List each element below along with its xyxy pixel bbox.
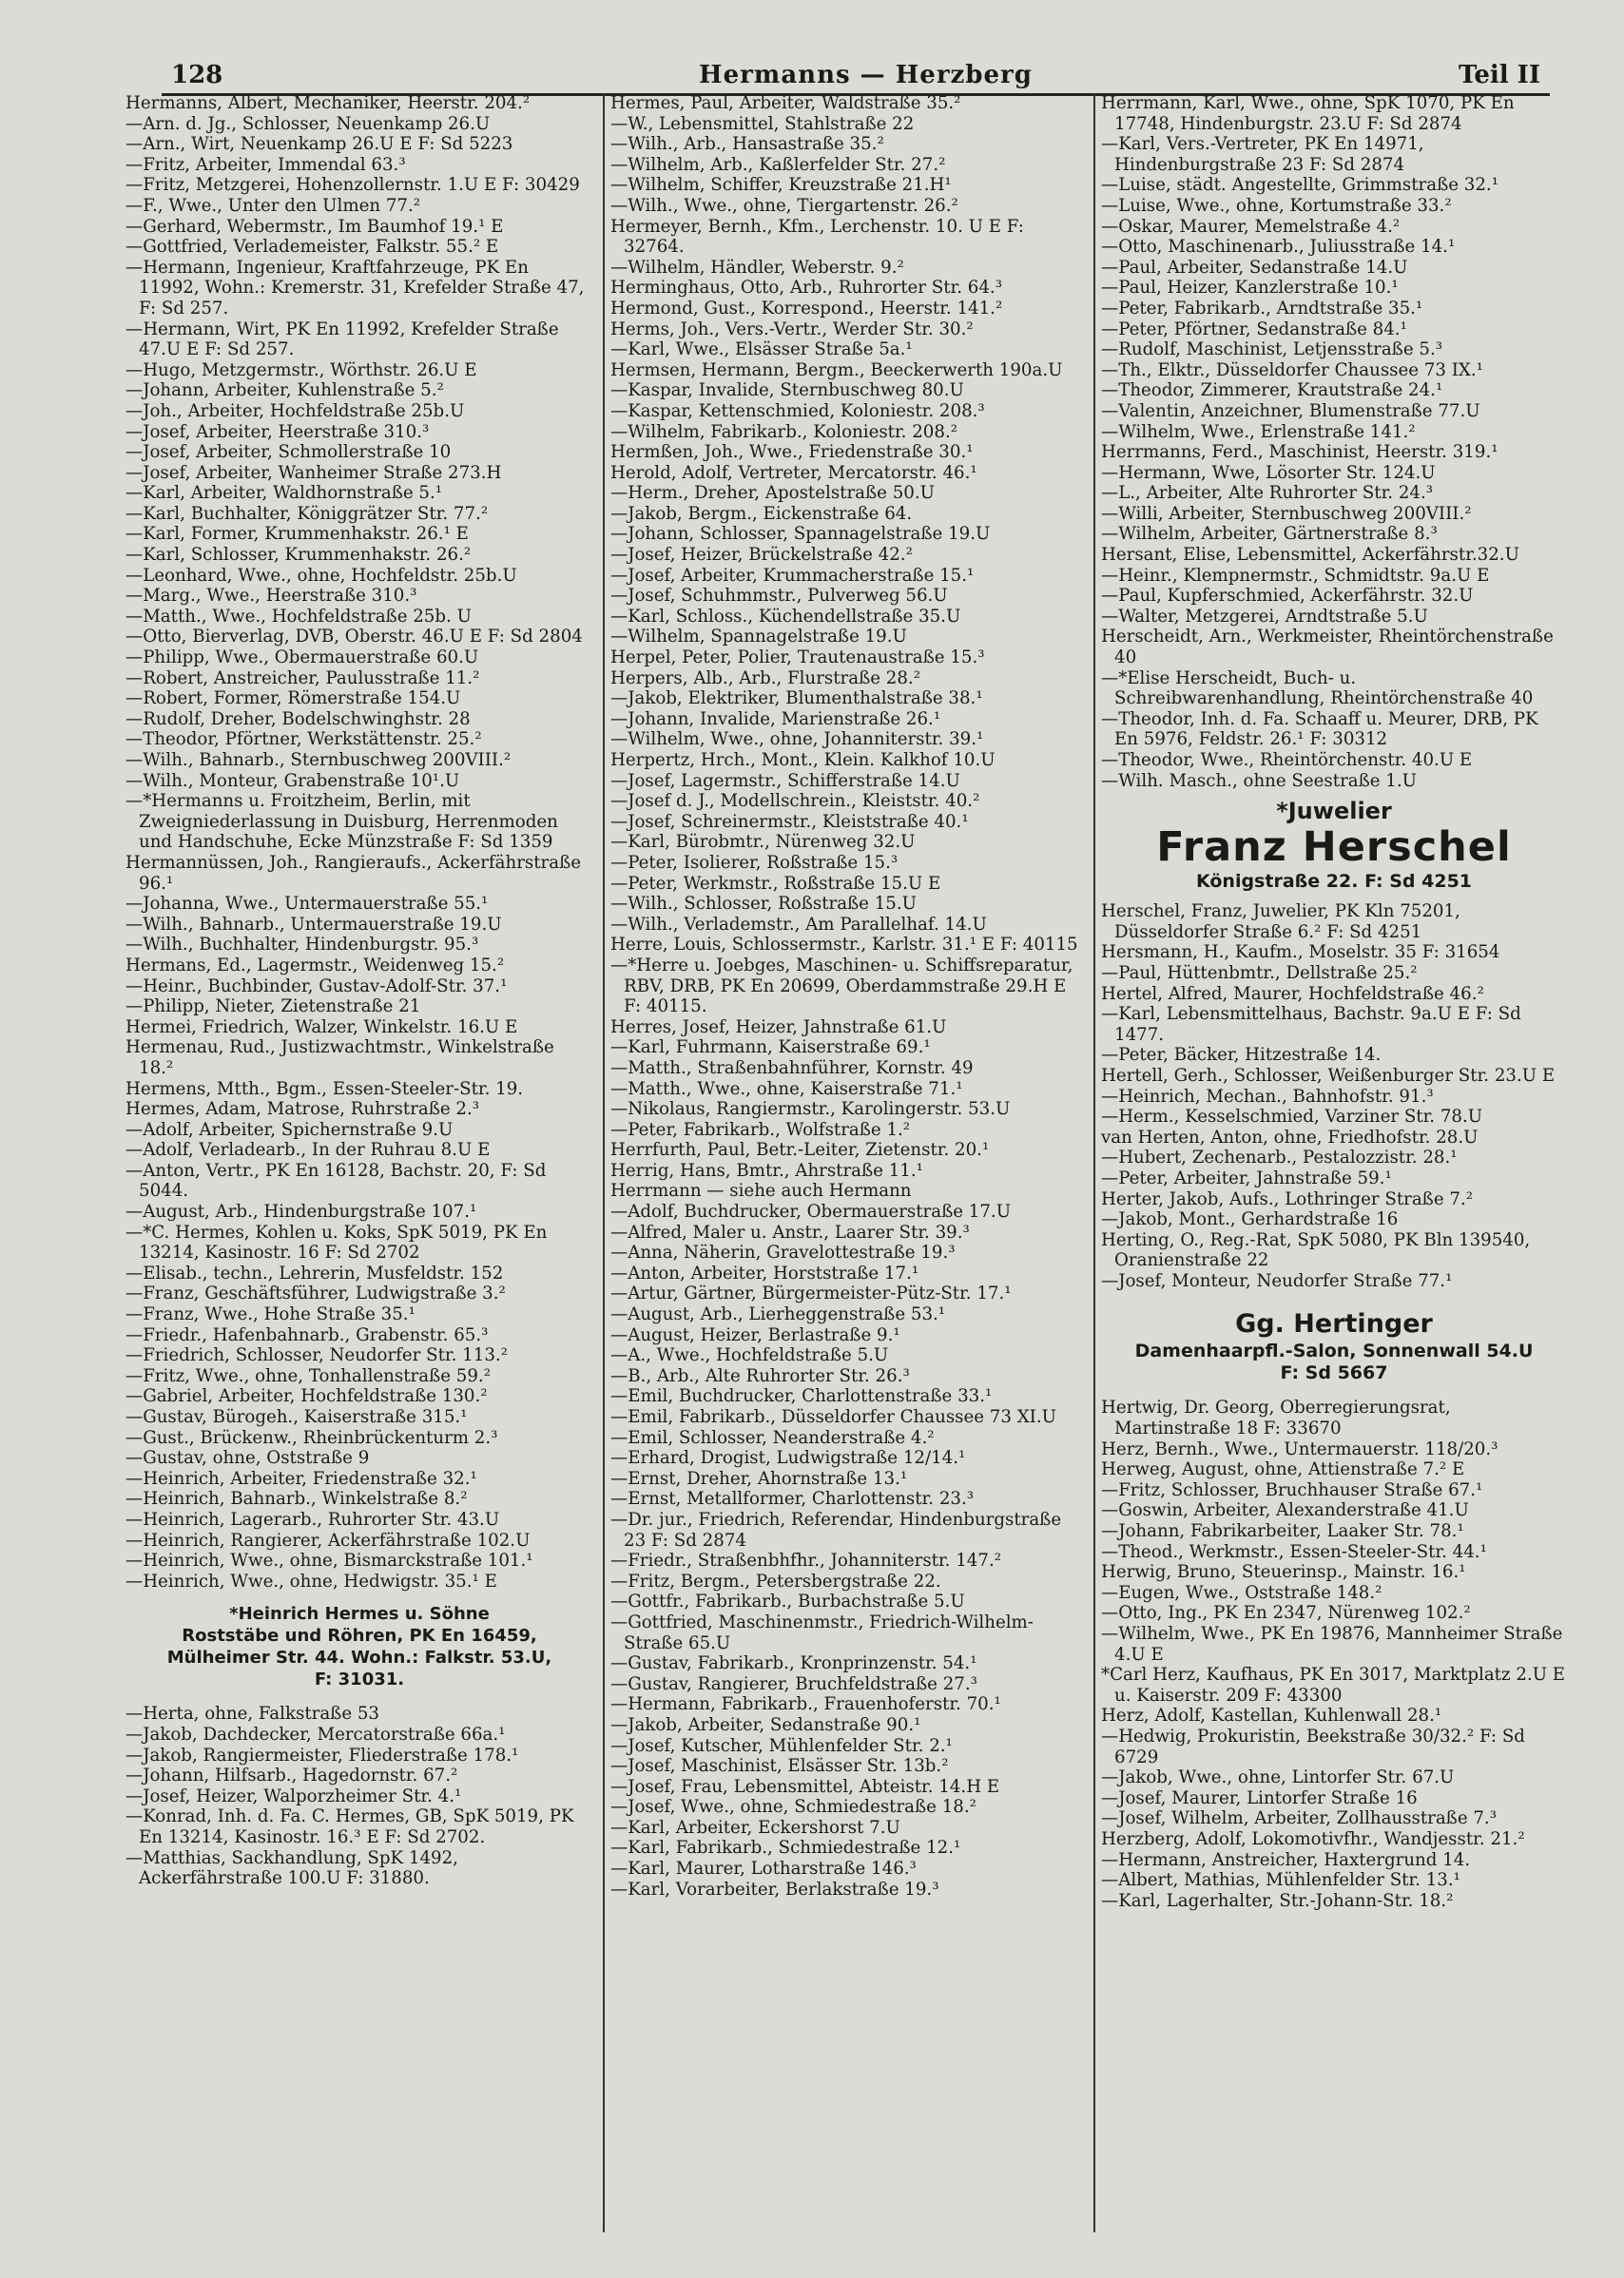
- directory-entry: —*Elise Herscheidt, Buch- u. Schreibwarenhandlung, Rheintörchenstraße 40: [1101, 667, 1534, 709]
- directory-entry: Herres, Josef, Heizer, Jahnstraße 61.U: [610, 1016, 947, 1037]
- directory-entry: —Oskar, Maurer, Memelstraße 4.²: [1101, 216, 1401, 237]
- directory-entry: —Wilhelm, Schiffer, Kreuzstraße 21.H¹: [610, 175, 952, 196]
- directory-entry: —Karl, Arbeiter, Eckershorst 7.U: [610, 1817, 900, 1838]
- directory-entry: —Adolf, Arbeiter, Spichernstraße 9.U: [126, 1119, 454, 1140]
- column-divider: [603, 93, 605, 2232]
- directory-entry: —Robert, Anstreicher, Paulusstraße 11.²: [126, 667, 480, 688]
- directory-entry: Hermeyer, Bernh., Kfm., Lerchenstr. 10. U E F: 32764.: [610, 216, 1024, 258]
- directory-entry: —Johann, Fabrikarbeiter, Laaker Str. 78.¹: [1101, 1521, 1464, 1542]
- directory-entry: —Josef, Arbeiter, Krummacherstraße 15.¹: [610, 565, 975, 586]
- directory-entry: Herre, Louis, Schlossermstr., Karlstr. 31.¹ E F: 40115: [610, 935, 1078, 956]
- directory-entry: —Gottfried, Maschinenmstr., Friedrich-Wilhelm-Straße 65.U: [610, 1612, 1034, 1653]
- directory-entry: *Carl Herz, Kaufhaus, PK En 3017, Marktplatz 2.U E u. Kaiserstr. 209 F: 43300: [1101, 1665, 1566, 1706]
- directory-entry: —Jakob, Arbeiter, Sedanstraße 90.¹: [610, 1714, 921, 1735]
- directory-entry: —Dr. jur., Friedrich, Referendar, Hindenburgstraße 23 F: Sd 2874: [610, 1509, 1062, 1551]
- directory-entry: —Artur, Gärtner, Bürgermeister-Pütz-Str. 17.¹: [610, 1284, 1012, 1304]
- directory-entry: —Alfred, Maler u. Anstr., Laarer Str. 39.³: [610, 1222, 970, 1243]
- directory-entry: —B., Arb., Alte Ruhrorter Str. 26.³: [610, 1365, 910, 1386]
- directory-entry: —Josef, Frau, Lebensmittel, Abteistr. 14.H E: [610, 1776, 1000, 1797]
- directory-entry: —Fritz, Wwe., ohne, Tonhallenstraße 59.²: [126, 1365, 491, 1386]
- part-label: Teil II: [1458, 61, 1540, 89]
- directory-entry: —August, Arb., Hindenburgstraße 107.¹: [126, 1202, 477, 1223]
- directory-entry: —Fritz, Arbeiter, Immendal 63.³: [126, 154, 406, 175]
- directory-entry: Herrfurth, Paul, Betr.-Leiter, Zietenstr. 20.¹: [610, 1140, 990, 1161]
- directory-entry: —Gustav, ohne, Oststraße 9: [126, 1448, 370, 1469]
- advertisement-juwelier: [1101, 797, 1567, 894]
- column-divider: [1093, 93, 1095, 2232]
- directory-entry: —Arn. d. Jg., Schlosser, Neuenkamp 26.U: [126, 113, 491, 134]
- directory-entry: —Josef, Heizer, Walporzheimer Str. 4.¹: [126, 1786, 462, 1806]
- directory-entry: —Philipp, Wwe., Obermauerstraße 60.U: [126, 647, 479, 668]
- directory-entry: —Peter, Fabrikarb., Wolfstraße 1.²: [610, 1119, 911, 1140]
- ad-line: Mülheimer Str. 44. Wohn.: Falkstr. 53.U,: [166, 1648, 552, 1669]
- directory-entry: —Franz, Geschäftsführer, Ludwigstraße 3.²: [126, 1284, 506, 1304]
- directory-entry: —Hermann, Fabrikarb., Frauenhoferstr. 70.¹: [610, 1694, 1001, 1715]
- directory-entry: —Heinrich, Rangierer, Ackerfährstraße 102.U: [126, 1530, 531, 1551]
- directory-entry: Herrmanns, Ferd., Maschinist, Heerstr. 319.¹: [1101, 442, 1498, 463]
- directory-entry: —Wilh., Bahnarb., Untermauerstraße 19.U: [126, 914, 502, 935]
- directory-entry: —Leonhard, Wwe., ohne, Hochfeldstr. 25b.U: [126, 565, 517, 586]
- directory-entry: —Josef, Lagermstr., Schifferstraße 14.U: [610, 770, 960, 791]
- directory-entry: —Kaspar, Kettenschmied, Koloniestr. 208.³: [610, 400, 985, 421]
- directory-entry: —Wilh., Buchhalter, Hindenburgstr. 95.³: [126, 935, 479, 956]
- directory-entry: —Luise, städt. Angestellte, Grimmstraße 32.¹: [1101, 175, 1499, 196]
- directory-entry: —Hermann, Wwe, Lösorter Str. 124.U: [1101, 462, 1436, 483]
- directory-entry: —Wilhelm, Wwe., ohne, Johanniterstr. 39.¹: [610, 729, 984, 750]
- directory-entry: —Karl, Bürobmtr., Nürenweg 32.U: [610, 832, 916, 853]
- directory-entry: Herpel, Peter, Polier, Trautenaustraße 15.³: [610, 647, 985, 668]
- directory-entry: Hertell, Gerh., Schlosser, Weißenburger Str. 23.U E: [1101, 1065, 1556, 1086]
- directory-entry: —Gabriel, Arbeiter, Hochfeldstraße 130.²: [126, 1386, 488, 1407]
- directory-entry: —Emil, Schlosser, Neanderstraße 4.²: [610, 1427, 935, 1448]
- directory-entry: —Fritz, Schlosser, Bruchhauser Straße 67.¹: [1101, 1479, 1483, 1500]
- directory-entry: Hermßen, Joh., Wwe., Friedenstraße 30.¹: [610, 442, 974, 463]
- directory-entry: —Heinrich, Bahnarb., Winkelstraße 8.²: [126, 1489, 468, 1510]
- directory-entry: —Wilhelm, Spannagelstraße 19.U: [610, 627, 907, 647]
- directory-entry: —Theodor, Zimmerer, Krautstraße 24.¹: [1101, 380, 1443, 401]
- directory-entry: —Ernst, Metallformer, Charlottenstr. 23.³: [610, 1489, 975, 1510]
- directory-entry: —W., Lebensmittel, Stahlstraße 22: [610, 113, 915, 134]
- directory-entry: —Heinrich, Wwe., ohne, Bismarckstraße 101.¹: [126, 1551, 533, 1572]
- directory-entry: —Jakob, Wwe., ohne, Lintorfer Str. 67.U: [1101, 1767, 1455, 1788]
- directory-entry: —Peter, Bäcker, Hitzestraße 14.: [1101, 1045, 1382, 1066]
- directory-entry: Herminghaus, Otto, Arb., Ruhrorter Str. 64.³: [610, 278, 1003, 299]
- directory-entry: —Johann, Invalide, Marienstraße 26.¹: [610, 708, 941, 729]
- directory-entry: —Matthias, Sackhandlung, SpK 1492, Ackerfährstraße 100.U F: 31880.: [126, 1847, 458, 1889]
- directory-entry: —Anton, Arbeiter, Horststraße 17.¹: [610, 1263, 919, 1284]
- directory-entry: —Peter, Arbeiter, Jahnstraße 59.¹: [1101, 1168, 1392, 1188]
- directory-entry: Herpers, Alb., Arb., Flurstraße 28.²: [610, 667, 920, 688]
- ad-line: Königstraße 22. F: Sd 4251: [1195, 871, 1473, 893]
- directory-entry: —Josef d. J., Modellschrein., Kleiststr. 40.²: [610, 791, 980, 812]
- directory-entry: —Theodor, Inh. d. Fa. Schaaff u. Meurer, DRB, PK En 5976, Feldstr. 26.¹ F: 30312: [1101, 708, 1538, 750]
- directory-entry: —Gustav, Fabrikarb., Kronprinzenstr. 54.¹: [610, 1653, 977, 1674]
- directory-entry: —*Hermanns u. Froitzheim, Berlin, mit Zweigniederlassung in Duisburg, Herrenmoden und Handschuhe, Ecke Münzstraße F: Sd 1359: [126, 791, 558, 853]
- directory-entry: —Heinr., Buchbinder, Gustav-Adolf-Str. 37.¹: [126, 975, 508, 996]
- directory-entry: —Johanna, Wwe., Untermauerstraße 55.¹: [126, 894, 489, 915]
- directory-entry: —Peter, Fabrikarb., Arndtstraße 35.¹: [1101, 298, 1423, 319]
- directory-entry: —Heinrich, Wwe., ohne, Hedwigstr. 35.¹ E: [126, 1571, 497, 1592]
- directory-entry: —Peter, Werkmstr., Roßstraße 15.U E: [610, 873, 941, 894]
- directory-entry: —Eugen, Wwe., Oststraße 148.²: [1101, 1582, 1382, 1603]
- directory-entry: —Heinrich, Mechan., Bahnhofstr. 91.³: [1101, 1086, 1434, 1107]
- directory-entry: —Heinrich, Arbeiter, Friedenstraße 32.¹: [126, 1468, 477, 1489]
- directory-entry: Herms, Joh., Vers.-Vertr., Werder Str. 30.²: [610, 319, 974, 339]
- directory-entry: —Adolf, Buchdrucker, Obermauerstraße 17.U: [610, 1202, 1012, 1223]
- directory-entry: —Gottfried, Verlademeister, Falkstr. 55.² E: [126, 237, 499, 258]
- directory-entry: Hermens, Mtth., Bgm., Essen-Steeler-Str. 19.: [126, 1078, 524, 1099]
- directory-entry: —F., Wwe., Unter den Ulmen 77.²: [126, 195, 421, 216]
- directory-entry: —Willi, Arbeiter, Sternbuschweg 200VIII.²: [1101, 503, 1472, 524]
- ad-line: Roststäbe und Röhren, PK En 16459,: [182, 1626, 537, 1647]
- directory-entry: —Emil, Fabrikarb., Düsseldorfer Chaussee 73 XI.U: [610, 1407, 1056, 1427]
- directory-entry: —Johann, Schlosser, Spannagelstraße 19.U: [610, 524, 991, 545]
- directory-entry: Hermes, Adam, Matrose, Ruhrstraße 2.³: [126, 1099, 480, 1120]
- entry-list: [1101, 901, 1567, 1291]
- directory-entry: —Heinr., Klempnermstr., Schmidtstr. 9a.U E: [1101, 565, 1490, 586]
- directory-entry: —Valentin, Anzeichner, Blumenstraße 77.U: [1101, 400, 1480, 421]
- directory-entry: —Wilhelm, Arbeiter, Gärtnerstraße 8.³: [1101, 524, 1438, 545]
- directory-entry: —Karl, Wwe., Elsässer Straße 5a.¹: [610, 339, 913, 360]
- directory-entry: —Karl, Arbeiter, Waldhornstraße 5.¹: [126, 483, 443, 504]
- directory-entry: —Paul, Arbeiter, Sedanstraße 14.U: [1101, 257, 1408, 278]
- directory-entry: —Matth., Wwe., Hochfeldstraße 25b. U: [126, 606, 472, 627]
- directory-entry: —Wilhelm, Fabrikarb., Koloniestr. 208.²: [610, 421, 958, 442]
- directory-entry: —Robert, Former, Römerstraße 154.U: [126, 688, 461, 709]
- directory-entry: —Wilh. Masch., ohne Seestraße 1.U: [1101, 770, 1417, 791]
- directory-entry: —Goswin, Arbeiter, Alexanderstraße 41.U: [1101, 1500, 1469, 1521]
- entry-list: [126, 93, 593, 1592]
- directory-entry: —Th., Elktr., Düsseldorfer Chaussee 73 IX.¹: [1101, 359, 1483, 380]
- ad-line: F: Sd 5667: [1280, 1362, 1388, 1384]
- directory-entry: —Hugo, Metzgermstr., Wörthstr. 26.U E: [126, 359, 477, 380]
- directory-entry: Herz, Bernh., Wwe., Untermauerstr. 118/20.³: [1101, 1438, 1498, 1459]
- directory-entry: —Paul, Kupferschmied, Ackerfährstr. 32.U: [1101, 586, 1474, 607]
- directory-entry: —Wilh., Schlosser, Roßstraße 15.U: [610, 894, 917, 915]
- directory-entry: —*C. Hermes, Kohlen u. Koks, SpK 5019, PK En 13214, Kasinostr. 16 F: Sd 2702: [126, 1222, 548, 1264]
- directory-entry: —Anna, Näherin, Gravelottestraße 19.³: [610, 1243, 956, 1264]
- directory-entry: —Joh., Arbeiter, Hochfeldstraße 25b.U: [126, 400, 465, 421]
- directory-entry: —Friedr., Hafenbahnarb., Grabenstr. 65.³: [126, 1324, 489, 1345]
- directory-entry: Hermsen, Hermann, Bergm., Beeckerwerth 190a.U: [610, 359, 1063, 380]
- directory-entry: —Josef, Schuhmmstr., Pulverweg 56.U: [610, 586, 948, 607]
- directory-entry: Hermond, Gust., Korrespond., Heerstr. 141.²: [610, 298, 1003, 319]
- directory-entry: —Karl, Vorarbeiter, Berlakstraße 19.³: [610, 1879, 939, 1900]
- ad-line: *Juwelier: [1276, 798, 1392, 825]
- directory-entry: —Erhard, Drogist, Ludwigstraße 12/14.¹: [610, 1448, 966, 1469]
- directory-entry: —Rudolf, Dreher, Bodelschwinghstr. 28: [126, 708, 471, 729]
- directory-entry: —Gust., Brückenw., Rheinbrückenturm 2.³: [126, 1427, 498, 1448]
- directory-entry: —Konrad, Inh. d. Fa. C. Hermes, GB, SpK 5019, PK En 13214, Kasinostr. 16.³ E F: Sd 2702.: [126, 1806, 574, 1847]
- directory-entry: —Josef, Schreinermstr., Kleiststraße 40.¹: [610, 811, 969, 832]
- directory-entry: Herschel, Franz, Juwelier, PK Kln 75201, Düsseldorfer Straße 6.² F: Sd 4251: [1101, 901, 1460, 942]
- directory-entry: —Karl, Fabrikarb., Schmiedestraße 12.¹: [610, 1838, 961, 1859]
- directory-entry: —Josef, Maurer, Lintorfer Straße 16: [1101, 1787, 1418, 1808]
- directory-entry: —Wilh., Arb., Hansastraße 35.²: [610, 134, 884, 155]
- entry-list: [610, 93, 1084, 1900]
- directory-entry: —Elisab., techn., Lehrerin, Musfeldstr. 152: [126, 1263, 504, 1284]
- directory-entry: —Karl, Maurer, Lotharstraße 146.³: [610, 1859, 917, 1880]
- directory-entry: —*Herre u. Joebges, Maschinen- u. Schiffsreparatur, RBV, DRB, PK En 20699, Oberdammstraße 29.H E F: 40115.: [610, 955, 1073, 1017]
- directory-entry: —Gerhard, Webermstr., Im Baumhof 19.¹ E: [126, 216, 504, 237]
- directory-entry: —Karl, Fuhrmann, Kaiserstraße 69.¹: [610, 1037, 931, 1058]
- directory-entry: —Franz, Wwe., Hohe Straße 35.¹: [126, 1304, 416, 1325]
- directory-entry: Hermenau, Rud., Justizwachtmstr., Winkelstraße 18.²: [126, 1037, 554, 1078]
- directory-entry: —Jakob, Dachdecker, Mercatorstraße 66a.¹: [126, 1724, 506, 1745]
- directory-entry: —Karl, Buchhalter, Königgrätzer Str. 77.²: [126, 503, 489, 524]
- directory-entry: —Matth., Wwe., ohne, Kaiserstraße 71.¹: [610, 1078, 963, 1099]
- directory-entry: —Karl, Former, Krummenhakstr. 26.¹ E: [126, 524, 469, 545]
- directory-entry: —Wilhelm, Händler, Weberstr. 9.²: [610, 257, 904, 278]
- directory-entry: —Jakob, Mont., Gerhardstraße 16: [1101, 1209, 1399, 1230]
- directory-entry: —Nikolaus, Rangiermstr., Karolingerstr. 53.U: [610, 1099, 1011, 1120]
- directory-entry: —Josef, Arbeiter, Schmollerstraße 10: [126, 442, 452, 463]
- directory-entry: —Wilh., Monteur, Grabenstraße 10¹.U: [126, 770, 460, 791]
- directory-entry: —Otto, Bierverlag, DVB, Oberstr. 46.U E F: Sd 2804: [126, 627, 583, 647]
- ad-line: F: 31031.: [314, 1670, 405, 1690]
- directory-entry: —Herm., Kesselschmied, Varziner Str. 78.U: [1101, 1107, 1483, 1128]
- directory-entry: —Gustav, Bürogeh., Kaiserstraße 315.¹: [126, 1407, 468, 1427]
- directory-entry: —Paul, Heizer, Kanzlerstraße 10.¹: [1101, 278, 1399, 299]
- directory-entry: —Theod., Werkmstr., Essen-Steeler-Str. 44.¹: [1101, 1541, 1487, 1562]
- directory-entry: Herold, Adolf, Vertreter, Mercatorstr. 46.¹: [610, 462, 977, 483]
- ad-headline: Franz Herschel: [1156, 823, 1512, 872]
- directory-entry: —Jakob, Bergm., Eickenstraße 64.: [610, 503, 913, 524]
- directory-entry: —Matth., Straßenbahnführer, Kornstr. 49: [610, 1057, 974, 1078]
- entry-list: [1101, 93, 1567, 791]
- directory-entry: —Karl, Lebensmittelhaus, Bachstr. 9a.U E F: Sd 1477.: [1101, 1004, 1521, 1045]
- directory-entry: —Gottfr., Fabrikarb., Burbachstraße 5.U: [610, 1592, 965, 1612]
- directory-entry: —Wilh., Verlademstr., Am Parallelhaf. 14.U: [610, 914, 987, 935]
- directory-entry: —Luise, Wwe., ohne, Kortumstraße 33.²: [1101, 195, 1452, 216]
- directory-entry: —Hermann, Wirt, PK En 11992, Krefelder Straße 47.U E F: Sd 257.: [126, 319, 559, 360]
- directory-entry: Herwig, Bruno, Steuerinsp., Mainstr. 16.¹: [1101, 1562, 1466, 1583]
- directory-entry: Herscheidt, Arn., Werkmeister, Rheintörchenstraße 40: [1101, 627, 1554, 668]
- directory-entry: —Heinrich, Lagerarb., Ruhrorter Str. 43.U: [126, 1509, 500, 1530]
- directory-entry: —A., Wwe., Hochfeldstraße 5.U: [610, 1345, 889, 1366]
- directory-entry: —Philipp, Nieter, Zietenstraße 21: [126, 996, 421, 1017]
- directory-entry: —Herta, ohne, Falkstraße 53: [126, 1704, 380, 1725]
- directory-entry: —Hermann, Anstreicher, Haxtergrund 14.: [1101, 1849, 1471, 1870]
- directory-entry: —Karl, Schloss., Küchendellstraße 35.U: [610, 606, 961, 627]
- directory-entry: —Theodor, Wwe., Rheintörchenstr. 40.U E: [1101, 750, 1473, 770]
- directory-entry: —Marg., Wwe., Heerstraße 310.³: [126, 586, 417, 607]
- directory-entry: Herrmann, Karl, Wwe., ohne, SpK 1070, PK En 17748, Hindenburgstr. 23.U F: Sd 2874: [1101, 93, 1515, 134]
- ad-line: Damenhaarpfl.-Salon, Sonnenwall 54.U: [1134, 1341, 1534, 1362]
- directory-entry: —Josef, Kutscher, Mühlenfelder Str. 2.¹: [610, 1735, 953, 1756]
- directory-entry: Hermans, Ed., Lagermstr., Weidenweg 15.²: [126, 955, 505, 975]
- directory-entry: —Jakob, Elektriker, Blumenthalstraße 38.¹: [610, 688, 983, 709]
- directory-entry: —Josef, Heizer, Brückelstraße 42.²: [610, 545, 913, 566]
- directory-entry: —Paul, Hüttenbmtr., Dellstraße 25.²: [1101, 962, 1418, 983]
- directory-entry: —Gustav, Rangierer, Bruchfeldstraße 27.³: [610, 1673, 977, 1694]
- directory-entry: Herrmann — siehe auch Hermann: [610, 1181, 912, 1202]
- directory-entry: —Emil, Buchdrucker, Charlottenstraße 33.¹: [610, 1386, 993, 1407]
- directory-entry: —Wilhelm, Wwe., Erlenstraße 141.²: [1101, 421, 1416, 442]
- directory-entry: —Peter, Pförtner, Sedanstraße 84.¹: [1101, 319, 1407, 339]
- directory-entry: —Josef, Arbeiter, Wanheimer Straße 273.H: [126, 462, 502, 483]
- directory-entry: —Friedrich, Schlosser, Neudorfer Str. 113.²: [126, 1345, 508, 1366]
- directory-entry: Hermes, Paul, Arbeiter, Waldstraße 35.²: [610, 93, 961, 113]
- directory-entry: —L., Arbeiter, Alte Ruhrorter Str. 24.³: [1101, 483, 1434, 504]
- directory-entry: —Arn., Wirt, Neuenkamp 26.U E F: Sd 5223: [126, 134, 513, 155]
- directory-entry: —Josef, Wwe., ohne, Schmiedestraße 18.²: [610, 1797, 976, 1818]
- directory-entry: —Hermann, Ingenieur, Kraftfahrzeuge, PK En 11992, Wohn.: Kremerstr. 31, Krefelder Straße 47, F: Sd 257.: [126, 257, 585, 319]
- column-1: [126, 93, 593, 2242]
- directory-entry: —Rudolf, Maschinist, Letjensstraße 5.³: [1101, 339, 1443, 360]
- directory-entry: —Herm., Dreher, Apostelstraße 50.U: [610, 483, 935, 504]
- directory-entry: —Fritz, Metzgerei, Hohenzollernstr. 1.U E F: 30429: [126, 175, 580, 196]
- page-range-title: Hermanns — Herzberg: [699, 61, 1033, 89]
- directory-entry: —August, Heizer, Berlastraße 9.¹: [610, 1324, 900, 1345]
- directory-entry: —Hedwig, Prokuristin, Beekstraße 30/32.² F: Sd 6729: [1101, 1726, 1525, 1767]
- directory-entry: Herz, Adolf, Kastellan, Kuhlenwall 28.¹: [1101, 1706, 1442, 1727]
- directory-entry: —Walter, Metzgerei, Arndtstraße 5.U: [1101, 606, 1428, 627]
- directory-entry: —Albert, Mathias, Mühlenfelder Str. 13.¹: [1101, 1870, 1460, 1891]
- directory-entry: van Herten, Anton, ohne, Friedhofstr. 28.U: [1101, 1127, 1479, 1148]
- directory-entry: —Theodor, Pförtner, Werkstättenstr. 25.²: [126, 729, 482, 750]
- directory-entry: —Adolf, Verladearb., In der Ruhrau 8.U E: [126, 1140, 491, 1161]
- directory-entry: —Johann, Hilfsarb., Hagedornstr. 67.²: [126, 1766, 458, 1786]
- directory-entry: —Wilhelm, Wwe., PK En 19876, Mannheimer Straße 4.U E: [1101, 1624, 1563, 1665]
- directory-entry: —Jakob, Rangiermeister, Fliederstraße 178.¹: [126, 1745, 519, 1766]
- advertisement-hermes: [126, 1603, 593, 1690]
- directory-entry: —Karl, Lagerhalter, Str.-Johann-Str. 18.²: [1101, 1890, 1454, 1911]
- directory-entry: —Hubert, Zechenarb., Pestalozzistr. 28.¹: [1101, 1148, 1458, 1168]
- directory-entry: —Wilhelm, Arb., Kaßlerfelder Str. 27.²: [610, 154, 946, 175]
- directory-entry: —Kaspar, Invalide, Sternbuschweg 80.U: [610, 380, 964, 401]
- directory-entry: Herweg, August, ohne, Attienstraße 7.² E: [1101, 1459, 1465, 1480]
- entry-list: [126, 1704, 593, 1888]
- directory-entry: —Peter, Isolierer, Roßstraße 15.³: [610, 852, 899, 873]
- directory-entry: —Friedr., Straßenbhfhr., Johanniterstr. 147.²: [610, 1551, 1002, 1572]
- directory-entry: —Josef, Wilhelm, Arbeiter, Zollhausstraße 7.³: [1101, 1808, 1498, 1829]
- directory-entry: —Otto, Ing., PK En 2347, Nürenweg 102.²: [1101, 1603, 1471, 1624]
- ad-line: *Heinrich Hermes u. Söhne: [229, 1604, 490, 1625]
- directory-entry: —Otto, Maschinenarb., Juliusstraße 14.¹: [1101, 237, 1456, 258]
- directory-entry: Herter, Jakob, Aufs., Lothringer Straße 7.²: [1101, 1188, 1474, 1209]
- directory-entry: Herting, O., Reg.-Rat, SpK 5080, PK Bln 139540, Oranienstraße 22: [1101, 1229, 1531, 1271]
- directory-entry: —Josef, Arbeiter, Heerstraße 310.³: [126, 421, 430, 442]
- directory-entry: —Josef, Monteur, Neudorfer Straße 77.¹: [1101, 1270, 1453, 1291]
- directory-entry: Hertel, Alfred, Maurer, Hochfeldstraße 46.²: [1101, 983, 1484, 1004]
- directory-entry: —Ernst, Dreher, Ahornstraße 13.¹: [610, 1468, 908, 1489]
- page-header: [162, 59, 1550, 96]
- directory-entry: Herzberg, Adolf, Lokomotivfhr., Wandjesstr. 21.²: [1101, 1828, 1525, 1849]
- directory-entry: Herrig, Hans, Bmtr., Ahrstraße 11.¹: [610, 1160, 923, 1181]
- directory-entry: Hermanns, Albert, Mechaniker, Heerstr. 204.²: [126, 93, 531, 113]
- directory-entry: —Karl, Schlosser, Krummenhakstr. 26.²: [126, 545, 472, 566]
- directory-entry: Hermei, Friedrich, Walzer, Winkelstr. 16.U E: [126, 1016, 518, 1037]
- directory-entry: —Karl, Vers.-Vertreter, PK En 14971, Hindenburgstraße 23 F: Sd 2874: [1101, 134, 1424, 175]
- directory-entry: —Anton, Vertr., PK En 16128, Bachstr. 20, F: Sd 5044.: [126, 1160, 547, 1202]
- directory-entry: —August, Arb., Lierheggenstraße 53.¹: [610, 1304, 946, 1325]
- advertisement-hertinger: [1101, 1308, 1567, 1384]
- directory-entry: —Wilh., Wwe., ohne, Tiergartenstr. 26.²: [610, 195, 958, 216]
- directory-entry: —Fritz, Bergm., Petersbergstraße 22.: [610, 1571, 941, 1592]
- directory-entry: Hertwig, Dr. Georg, Oberregierungsrat, Martinstraße 18 F: 33670: [1101, 1398, 1451, 1439]
- directory-entry: Hermannüssen, Joh., Rangieraufs., Ackerfährstraße 96.¹: [126, 852, 581, 894]
- directory-entry: Hersant, Elise, Lebensmittel, Ackerfährstr.32.U: [1101, 545, 1519, 566]
- column-3: [1101, 93, 1567, 2242]
- directory-entry: Herpertz, Hrch., Mont., Klein. Kalkhof 10.U: [610, 750, 996, 770]
- page-number: 128: [171, 61, 223, 89]
- directory-entry: —Wilh., Bahnarb., Sternbuschweg 200VIII.²: [126, 750, 512, 770]
- column-2: [610, 93, 1084, 2242]
- directory-entry: —Johann, Arbeiter, Kuhlenstraße 5.²: [126, 380, 444, 401]
- directory-entry: —Josef, Maschinist, Elsässer Str. 13b.²: [610, 1756, 949, 1777]
- ad-headline: Gg. Hertinger: [1235, 1309, 1433, 1340]
- directory-entry: Hersmann, H., Kaufm., Moselstr. 35 F: 31654: [1101, 942, 1500, 963]
- entry-list: [1101, 1398, 1567, 1911]
